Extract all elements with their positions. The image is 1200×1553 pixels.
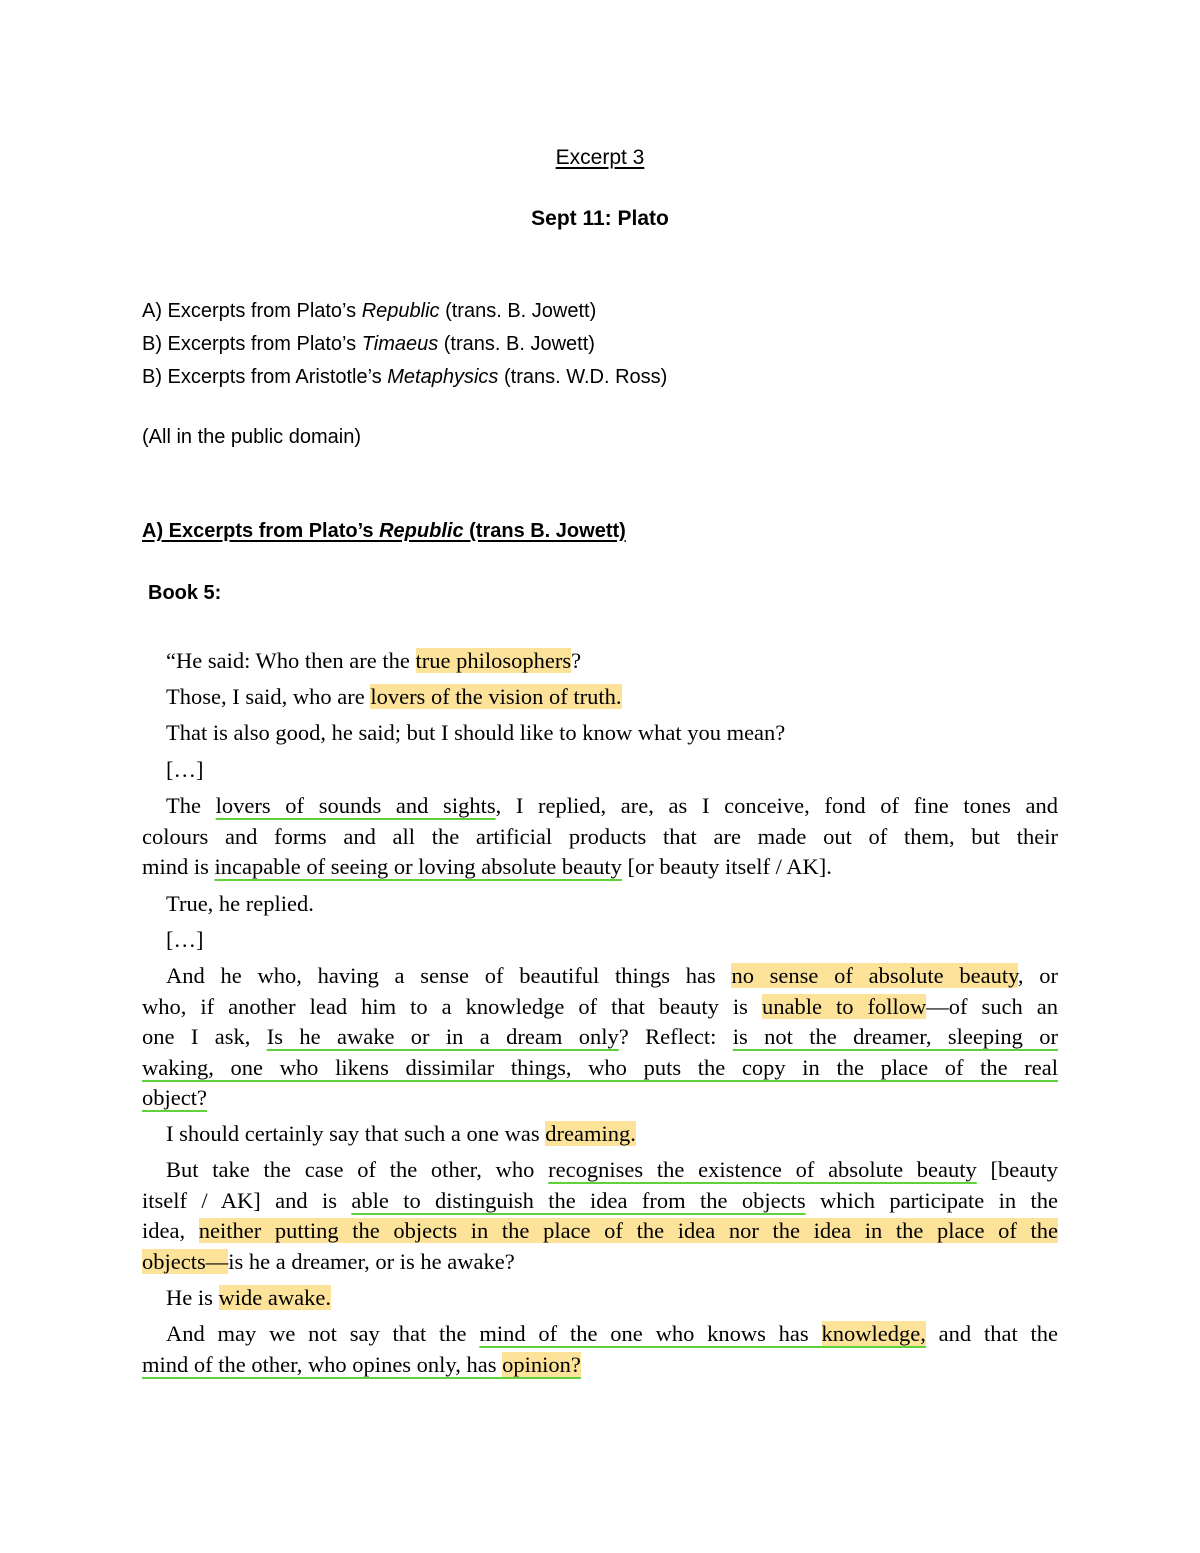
highlight: knowledge, [821, 1321, 926, 1346]
book-label: Book 5: [148, 582, 222, 604]
dialogue-line: Those, I said, who are lovers of the vision of truth. [166, 684, 622, 709]
dialogue-line: He is wide awake. [166, 1285, 331, 1310]
underline-phrase: able to distinguish the idea from the objects [351, 1187, 806, 1213]
highlight: lovers of the vision of truth. [370, 684, 622, 709]
underline-phrase: recognises the existence of absolute beauty [548, 1157, 977, 1182]
dialogue-line: “He said: Who then are the true philosophers? [166, 648, 582, 673]
underline-phrase: is not the dreamer, sleeping or [732, 1024, 1058, 1049]
underline-phrase: mind of the one who knows has [479, 1321, 822, 1346]
underline-phrase: incapable of seeing or loving absolute beauty [214, 854, 622, 879]
paragraph: The lovers of sounds and sights, I replied, are, as I conceive, fond of fine tones and colours and forms and all the artificial products that are made out of them, but their mind is incapable of seeing or loving absolute beauty [or beauty itself / AK]. [142, 793, 1058, 879]
underline-phrase: mind of the other, who opines only, has [142, 1351, 503, 1377]
session-title: Sept 11: Plato [531, 207, 669, 230]
underline-phrase: object? [142, 1085, 207, 1110]
highlight: wide awake. [218, 1285, 331, 1310]
underline-phrase: waking, one who likens dissimilar things, who puts the copy in the place of the real [142, 1054, 1058, 1080]
highlight: no sense of absolute beauty [731, 963, 1018, 988]
highlight: true philosophers [415, 648, 572, 673]
underline-phrase: lovers of sounds and sights [215, 793, 496, 818]
dialogue-line: That is also good, he said; but I should like to know what you mean? [166, 720, 786, 745]
source-list-item: B) Excerpts from Plato’s Timaeus (trans. B. Jowett) [142, 333, 595, 355]
paragraph: And may we not say that the mind of the one who knows has knowledge, and that the mind of the other, who opines only, has opinion? [142, 1321, 1058, 1377]
dialogue-line: I should certainly say that such a one was dreaming. [166, 1121, 636, 1146]
source-list-item: A) Excerpts from Plato’s Republic (trans. B. Jowett) [142, 300, 597, 322]
paragraph: But take the case of the other, who recognises the existence of absolute beauty [beauty itself / AK] and is able to distinguish the idea from the objects which participate in the idea, neither putting the objects in the place of the idea nor the idea in the place of the objects—is he a dreamer, or is he awake? [142, 1157, 1059, 1274]
ellipsis: […] [166, 927, 204, 952]
highlight: neither putting the objects in the place of the idea nor the idea in the place of the [198, 1218, 1058, 1243]
ellipsis: […] [166, 757, 204, 782]
highlight: objects— [142, 1248, 229, 1274]
highlight: opinion? [502, 1351, 581, 1377]
highlight: dreaming. [545, 1121, 636, 1146]
dialogue-line: True, he replied. [166, 891, 314, 916]
highlight: unable to follow [761, 993, 927, 1019]
excerpt-label: Excerpt 3 [555, 146, 645, 169]
paragraph: And he who, having a sense of beautiful things has no sense of absolute beauty, or who, if another lead him to a knowledge of that beauty is unable to follow—of such an one I ask, Is he awake or in a dream only? Reflect: is not the dreamer, sleeping or waking, one who likens dissimilar things, who puts the copy in the place of the real object? [142, 963, 1058, 1110]
underline-phrase: Is he awake or in a dream only [266, 1024, 619, 1049]
public-domain-note: (All in the public domain) [142, 426, 361, 448]
section-heading: A) Excerpts from Plato’s Republic (trans B. Jowett) [142, 520, 626, 542]
source-list-item: B) Excerpts from Aristotle’s Metaphysics (trans. W.D. Ross) [142, 366, 668, 388]
